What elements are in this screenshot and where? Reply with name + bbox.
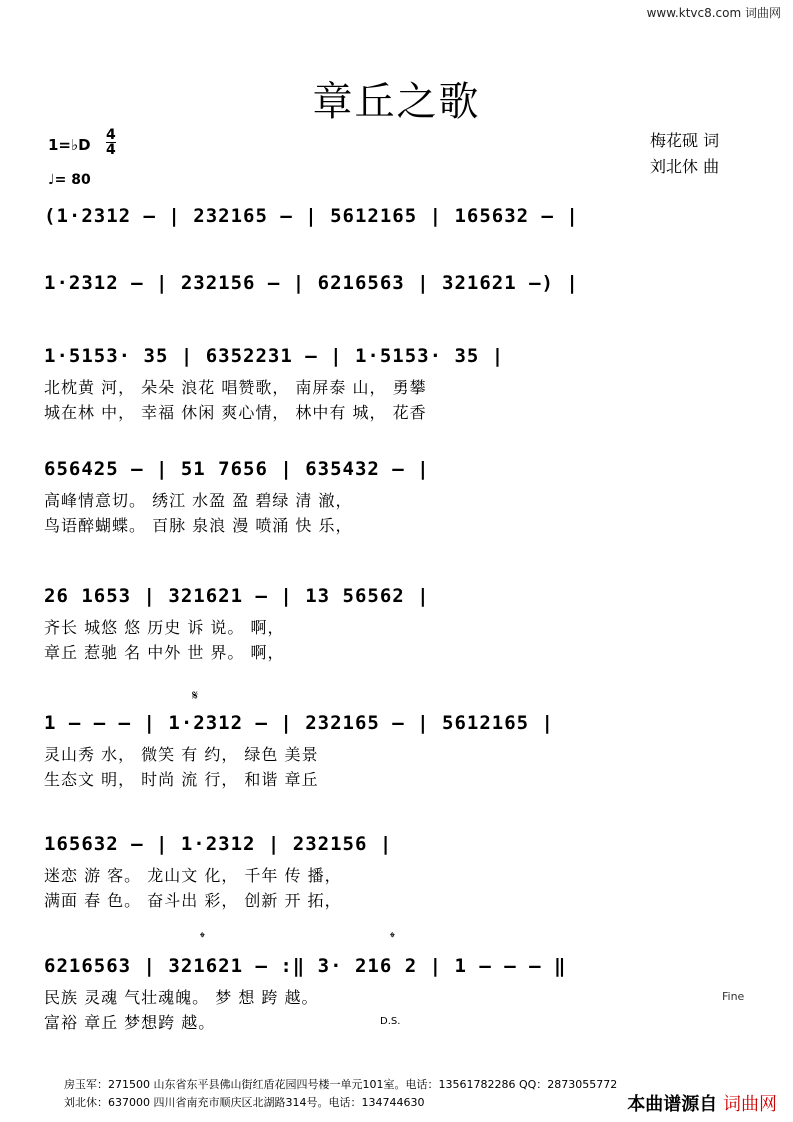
score-row <box>44 345 754 422</box>
tempo-marking: ♩= 80 <box>48 172 91 188</box>
score-row <box>44 833 754 910</box>
notes-line: 6216563 | 321621 – :‖ 3· 216 2 | 1 – – – ‖ <box>44 955 567 977</box>
notes-line: 656425 – | 51 7656 | 635432 – | <box>44 458 430 480</box>
lyric-verse-1: 北枕黄 河， 朵朵 浪花 唱赞歌， 南屏泰 山， 勇攀 <box>44 378 427 397</box>
footer-address-2: 刘北休：637000 四川省南充市顺庆区北湖路314号。电话：134744630 <box>64 1096 425 1109</box>
notes-line: 1·2312 – | 232156 – | 6216563 | 321621 –) | <box>44 272 579 294</box>
composer: 刘北休 曲 <box>650 157 720 176</box>
notes-line: (1·2312 – | 232165 – | 5612165 | 165632 – | <box>44 205 579 227</box>
notes-line: 1 – – – | 1·2312 – | 232165 – | 5612165 | <box>44 712 554 734</box>
lyric-verse-2: 城在林 中， 幸福 休闲 爽心情， 林中有 城， 花香 <box>44 403 427 422</box>
lyric-verse-2: 生态文 明， 时尚 流 行， 和谐 章丘 <box>44 770 319 789</box>
lyric-verse-2: 鸟语醉蝴蝶。 百脉 泉浪 漫 喷涌 快 乐， <box>44 516 353 535</box>
lyric-verse-1: 齐长 城悠 悠 历史 诉 说。 啊， <box>44 618 285 637</box>
coda-icon-2: 𝄌 <box>390 930 395 946</box>
segno-icon: 𝄋 <box>192 688 199 704</box>
lyric-verse-1: 迷恋 游 客。 龙山文 化， 千年 传 播， <box>44 866 342 885</box>
lyric-verse-1: 民族 灵魂 气壮魂魄。 梦 想 跨 越。 <box>44 988 319 1007</box>
lyric-verse-2: 章丘 惹驰 名 中外 世 界。 啊， <box>44 643 285 662</box>
key-signature: 1=♭D <box>48 136 91 154</box>
lyricist: 梅花砚 词 <box>650 131 720 150</box>
song-title: 章丘之歌 <box>312 79 481 125</box>
watermark-text: 本曲谱源自 <box>627 1094 718 1115</box>
score-row <box>44 205 754 243</box>
lyric-verse-2: 满面 春 色。 奋斗出 彩， 创新 开 拓， <box>44 891 342 910</box>
watermark <box>627 1090 777 1116</box>
watermark-brand: 词曲网 <box>723 1094 777 1115</box>
credits <box>650 128 719 180</box>
notes-line: 165632 – | 1·2312 | 232156 | <box>44 833 393 855</box>
time-top: 4 <box>106 127 116 143</box>
score-row <box>44 272 754 310</box>
ds-marking: D.S. <box>380 1016 401 1027</box>
score-row <box>44 458 754 535</box>
score-row <box>44 712 754 789</box>
footer-address-1: 房玉军：271500 山东省东平县佛山街红盾花园四号楼一单元101室。电话：13561782286 QQ：2873055772 <box>64 1078 618 1091</box>
notes-line: 1·5153· 35 | 6352231 – | 1·5153· 35 | <box>44 345 505 367</box>
fine-marking: Fine <box>722 990 745 1003</box>
site-url[interactable]: www.ktvc8.com 词曲网 <box>646 6 781 20</box>
lyric-verse-1: 灵山秀 水， 微笑 有 约， 绿色 美景 <box>44 745 319 764</box>
score-row <box>44 585 754 662</box>
time-signature <box>106 128 116 157</box>
lyric-verse-2: 富裕 章丘 梦想跨 越。 <box>44 1013 216 1032</box>
notes-line: 26 1653 | 321621 – | 13 56562 | <box>44 585 430 607</box>
time-bottom: 4 <box>106 142 116 158</box>
coda-icon: 𝄌 <box>200 930 205 946</box>
lyric-verse-1: 高峰情意切。 绣江 水盈 盈 碧绿 清 澈， <box>44 491 353 510</box>
